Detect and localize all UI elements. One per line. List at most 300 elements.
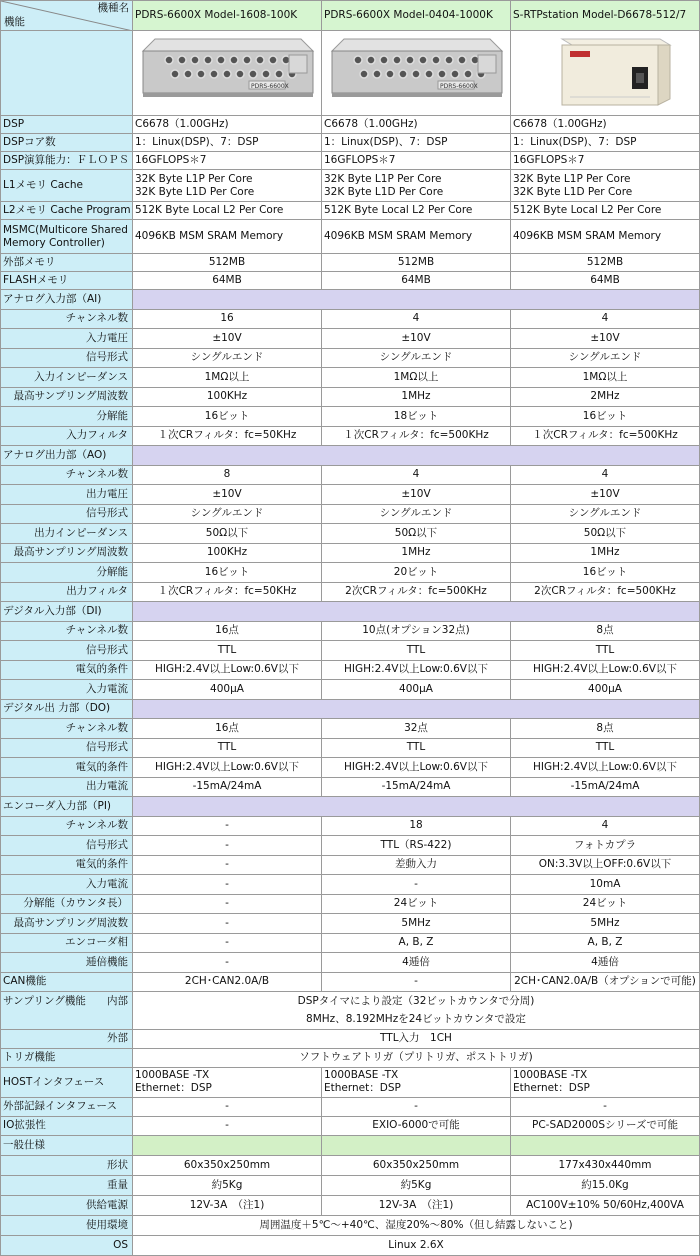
sampling-row [1, 991, 700, 1010]
table-cell [133, 738, 322, 758]
cell-value: C6678（1.00GHz) [513, 118, 607, 130]
table-cell [133, 465, 322, 485]
table-cell [511, 914, 700, 934]
table-cell [511, 368, 700, 388]
row-label: 重量 [107, 1178, 128, 1191]
spec-row [1, 254, 700, 272]
table-cell [133, 933, 322, 953]
table-cell [511, 641, 700, 661]
cell-value: ソフトウェアトリガ（プリトリガ、ポストトリガ) [299, 1051, 533, 1063]
cell-value: 10mA [589, 877, 621, 890]
row-label: 出力電圧 [86, 487, 128, 500]
row-label-cell [1, 758, 133, 778]
cell-value: 50Ω以下 [205, 526, 249, 539]
cell-value: 約5Kg [400, 1178, 432, 1191]
table-cell [133, 152, 322, 170]
table-cell [322, 348, 511, 368]
cell-value: 512MB [208, 256, 246, 268]
table-cell [133, 621, 322, 641]
cell-value: 4 [601, 312, 609, 325]
spec-row [1, 524, 700, 544]
table-cell [322, 426, 511, 446]
table-cell [511, 1067, 700, 1097]
product-image-station [511, 31, 700, 116]
row-label: 分解能（カウンタ長） [23, 897, 128, 910]
table-cell [133, 894, 322, 914]
cell-value: 4 [601, 468, 609, 481]
row-label: 出力フィルタ [66, 585, 128, 598]
table-cell [133, 329, 322, 349]
table-cell [511, 758, 700, 778]
header-corner [1, 1, 133, 31]
spec-row [1, 738, 700, 758]
cell-value: 4 [601, 819, 609, 832]
row-label-cell [1, 972, 133, 991]
table-cell [133, 680, 322, 700]
table-cell [511, 426, 700, 446]
row-label-cell [1, 170, 133, 202]
cell-value: 16ビット [582, 565, 628, 578]
row-label: 信号形式 [86, 507, 128, 520]
cell-value: 32K Byte L1P Per Core [513, 172, 631, 185]
cell-value: １次CRフィルタ：fc=50KHz [157, 585, 297, 598]
table-cell [511, 680, 700, 700]
row-label-cell [1, 348, 133, 368]
table-cell [511, 738, 700, 758]
row-label-cell [1, 202, 133, 220]
section-title: アナログ出力部（AO) [3, 448, 107, 461]
table-cell [133, 1116, 322, 1135]
table-cell [511, 816, 700, 836]
row-label: HOSTインタフェース [3, 1075, 105, 1088]
cell-value: 32K Byte L1D Per Core [513, 185, 633, 198]
table-cell [322, 563, 511, 583]
row-label-cell [1, 991, 133, 1029]
row-label-cell [1, 777, 133, 797]
row-label-cell [1, 738, 133, 758]
cell-value: 512K Byte Local L2 Per Core [513, 204, 662, 216]
cell-value: PC-SAD2000Sシリーズで可能 [532, 1119, 678, 1131]
row-label: 入力フィルタ [66, 429, 128, 442]
section-row [1, 797, 700, 817]
table-cell [133, 953, 322, 973]
row-label-cell [1, 816, 133, 836]
spec-row [1, 387, 700, 407]
cell-value: 1：Linux(DSP)、7：DSP [324, 136, 448, 148]
cell-value: - [603, 1100, 607, 1112]
cell-value: 約5Kg [211, 1178, 243, 1191]
section-header-fill [133, 290, 700, 310]
table-cell [322, 524, 511, 544]
row-label: チャンネル数 [65, 312, 128, 325]
table-cell [511, 621, 700, 641]
row-label-cell [1, 1029, 133, 1048]
cell-value: 16GFLOPS＊7 [513, 154, 585, 166]
table-cell [322, 738, 511, 758]
cell-value: シングルエンド [568, 351, 642, 364]
section-header-fill [133, 1135, 322, 1155]
header-row [1, 1, 700, 31]
cell-value: 512K Byte Local L2 Per Core [135, 204, 284, 216]
row-label: 分解能 [96, 409, 128, 422]
table-cell [511, 1097, 700, 1116]
row-label: DSPコア数 [3, 136, 56, 148]
table-cell [133, 543, 322, 563]
cell-value: 2MHz [590, 390, 620, 403]
spec-row [1, 116, 700, 134]
table-cell [322, 170, 511, 202]
table-cell [133, 777, 322, 797]
table-cell [511, 387, 700, 407]
model-header [133, 1, 322, 31]
table-cell [511, 855, 700, 875]
row-label-cell [1, 719, 133, 739]
cell-value: ±10V [212, 487, 242, 500]
spec-row [1, 465, 700, 485]
table-cell [322, 254, 511, 272]
table-cell [133, 1097, 322, 1116]
row-label-cell [1, 660, 133, 680]
table-cell [511, 933, 700, 953]
row-label: 入力電流 [86, 682, 128, 695]
model-header [322, 1, 511, 31]
cell-value: HIGH:2.4V以上Low:0.6V以下 [344, 663, 488, 676]
cell-value: 10点(オプション32点) [362, 624, 470, 637]
cell-value: Ethernet：DSP [324, 1082, 401, 1094]
row-label: 使用環境 [86, 1218, 128, 1231]
cell-value: 8MHz、8.192MHzを24ビットカウンタで設定 [306, 1013, 526, 1025]
cell-value: シングルエンド [190, 351, 264, 364]
row-label-cell [1, 914, 133, 934]
row-label: 電気的条件 [75, 858, 128, 871]
cell-value: 400μA [588, 682, 622, 695]
row-label-cell [1, 426, 133, 446]
table-cell [322, 1097, 511, 1116]
row-label: L2メモリ Cache Program [3, 204, 131, 216]
row-label-cell [1, 1116, 133, 1135]
table-cell [511, 972, 700, 991]
row-label: エンコーダ相 [65, 936, 128, 949]
spec-row [1, 660, 700, 680]
row-label: 最高サンプリング周波数 [13, 390, 128, 403]
cell-value: 64MB [590, 274, 620, 286]
os-row [1, 1235, 700, 1255]
table-cell [322, 116, 511, 134]
cell-value: 64MB [401, 274, 431, 286]
table-cell [133, 202, 322, 220]
cell-value: 1MΩ以上 [582, 370, 628, 383]
cell-value: １次CRフィルタ：fc=500KHz [532, 429, 678, 442]
row-label-cell [1, 504, 133, 524]
cell-value: 512MB [586, 256, 624, 268]
spec-row [1, 504, 700, 524]
cell-value: 18 [409, 819, 423, 832]
cell-value: 12V-3A （注1) [378, 1198, 454, 1211]
model-name: PDRS-6600X Model-0404-1000K [324, 9, 493, 21]
table-cell [322, 621, 511, 641]
table-cell [133, 407, 322, 427]
table-cell [322, 953, 511, 973]
cell-value: 32K Byte L1P Per Core [135, 172, 253, 185]
row-label-cell [1, 1215, 133, 1235]
cell-value: 64MB [212, 274, 242, 286]
spec-row [1, 368, 700, 388]
table-cell [322, 543, 511, 563]
cell-value: - [225, 1119, 229, 1131]
cell-value: 32K Byte L1P Per Core [324, 172, 442, 185]
section-header-fill [511, 1135, 700, 1155]
table-cell [322, 582, 511, 602]
row-label: 逓倍機能 [86, 955, 128, 968]
table-cell [322, 1116, 511, 1135]
table-cell [133, 816, 322, 836]
row-label-cell [1, 680, 133, 700]
table-cell [511, 309, 700, 329]
cell-value: -15mA/24mA [192, 780, 262, 793]
row-label: 信号形式 [86, 838, 128, 851]
cell-value: 差動入力 [395, 858, 437, 871]
section-header-fill [133, 602, 700, 622]
section-title: デジタル入力部（DI) [3, 604, 102, 617]
cell-value: -15mA/24mA [381, 780, 451, 793]
spec-row [1, 202, 700, 220]
row-label-cell [1, 309, 133, 329]
model-header [511, 1, 700, 31]
cell-value: 1MHz [401, 390, 431, 403]
table-cell [511, 504, 700, 524]
spec-row [1, 152, 700, 170]
table-cell [322, 152, 511, 170]
table-cell [133, 1215, 700, 1235]
cell-value: HIGH:2.4V以上Low:0.6V以下 [533, 760, 677, 773]
row-label-cell [1, 485, 133, 505]
row-label: 入力インピーダンス [34, 370, 128, 383]
table-cell [322, 836, 511, 856]
table-cell [511, 220, 700, 254]
table-cell [322, 504, 511, 524]
table-cell [511, 563, 700, 583]
spec-row [1, 680, 700, 700]
table-cell [322, 894, 511, 914]
image-row [1, 31, 700, 116]
spec-row [1, 1155, 700, 1175]
row-label: トリガ機能 [3, 1051, 56, 1063]
table-cell [322, 855, 511, 875]
section-header [1, 1135, 133, 1155]
table-cell [133, 641, 322, 661]
env-row [1, 1215, 700, 1235]
cell-value: 4096KB MSM SRAM Memory [513, 230, 662, 242]
table-cell [511, 152, 700, 170]
table-cell [133, 485, 322, 505]
cell-value: - [225, 936, 229, 949]
table-cell [511, 254, 700, 272]
table-cell [322, 1067, 511, 1097]
table-cell [511, 272, 700, 290]
table-cell [511, 894, 700, 914]
cell-value: 1MΩ以上 [393, 370, 439, 383]
section-title: アナログ入力部（AI) [3, 292, 102, 305]
cell-value: 4 [412, 468, 420, 481]
table-cell [511, 202, 700, 220]
table-cell [133, 254, 322, 272]
section-header [1, 602, 133, 622]
cell-value: TTL（RS-422) [380, 838, 452, 851]
row-label: 形状 [107, 1158, 128, 1171]
table-cell [511, 329, 700, 349]
table-cell [322, 368, 511, 388]
cell-value: 5MHz [590, 916, 620, 929]
table-cell [322, 465, 511, 485]
row-label: 外部記録インタフェース [3, 1100, 118, 1112]
device-label: PDRS-6600X [251, 83, 289, 90]
spec-row [1, 407, 700, 427]
spec-row [1, 914, 700, 934]
table-cell [322, 680, 511, 700]
row-label-cell [1, 465, 133, 485]
row-label: 出力インピーダンス [34, 526, 128, 539]
general-section-row [1, 1135, 700, 1155]
spec-row [1, 933, 700, 953]
table-cell [133, 875, 322, 895]
row-label-cell [1, 543, 133, 563]
cell-value: 周囲温度＋5℃～+40℃、湿度20%～80%（但し結露しないこと) [259, 1218, 573, 1231]
cell-value: 32K Byte L1D Per Core [324, 185, 444, 198]
table-cell [133, 1195, 322, 1215]
spec-row [1, 855, 700, 875]
cell-value: 1：Linux(DSP)、7：DSP [135, 136, 259, 148]
table-cell [133, 758, 322, 778]
table-cell [511, 777, 700, 797]
cell-value: TTL [217, 741, 237, 754]
table-cell [133, 1067, 322, 1097]
cell-value: C6678（1.00GHz) [324, 118, 418, 130]
spec-row [1, 426, 700, 446]
table-cell [133, 170, 322, 202]
cell-value: 60x350x250mm [183, 1158, 271, 1171]
row-label-cell [1, 1195, 133, 1215]
table-cell [133, 134, 322, 152]
cell-value: TTL [595, 741, 615, 754]
table-cell [133, 426, 322, 446]
corner-function-label: 機能 [4, 16, 25, 28]
cell-value: A, B, Z [587, 936, 623, 949]
row-label-cell [1, 855, 133, 875]
row-label-cell [1, 1097, 133, 1116]
table-cell [133, 1235, 700, 1255]
row-sublabel: 外部 [107, 1032, 128, 1044]
row-label: CAN機能 [3, 975, 47, 987]
cell-value: HIGH:2.4V以上Low:0.6V以下 [344, 760, 488, 773]
row-label-cell [1, 641, 133, 661]
spec-row [1, 1116, 700, 1135]
cell-value: 20ビット [393, 565, 439, 578]
cell-value: - [414, 975, 418, 987]
spec-row [1, 582, 700, 602]
cell-value: 400μA [210, 682, 244, 695]
cell-value: - [225, 1100, 229, 1112]
product-image-0404 [322, 31, 511, 116]
cell-value: 4096KB MSM SRAM Memory [324, 230, 473, 242]
row-label: MSMC(Multicore Shared [3, 223, 128, 236]
table-cell [511, 836, 700, 856]
section-row [1, 699, 700, 719]
row-label-cell [1, 836, 133, 856]
table-cell [322, 1175, 511, 1195]
cell-value: 16GFLOPS＊7 [135, 154, 207, 166]
table-cell [511, 953, 700, 973]
cell-value: - [414, 877, 418, 890]
cell-value: 2CH･CAN2.0A/B [184, 975, 270, 987]
cell-value: ON:3.3V以上OFF:0.6V以下 [538, 858, 672, 871]
cell-value: 1000BASE -TX [513, 1069, 588, 1081]
table-cell [511, 1116, 700, 1135]
table-cell [322, 719, 511, 739]
spec-row [1, 348, 700, 368]
table-cell [133, 116, 322, 134]
row-sublabel: 内部 [107, 994, 128, 1007]
cell-value: TTL [406, 643, 426, 656]
table-cell [133, 220, 322, 254]
section-title: 一般仕様 [3, 1138, 45, 1151]
cell-value: 32K Byte L1D Per Core [135, 185, 255, 198]
cell-value: ±10V [401, 487, 431, 500]
table-cell [133, 272, 322, 290]
row-label-cell [1, 1048, 133, 1067]
table-cell [511, 543, 700, 563]
cell-value: 16ビット [204, 565, 250, 578]
cell-value: 50Ω以下 [583, 526, 627, 539]
cell-value: シングルエンド [379, 351, 453, 364]
spec-row [1, 563, 700, 583]
spec-row [1, 272, 700, 290]
section-header-fill [133, 446, 700, 466]
model-name: PDRS-6600X Model-1608-100K [135, 9, 298, 21]
spec-row [1, 485, 700, 505]
row-label: L1メモリ Cache [3, 179, 84, 191]
table-cell [511, 465, 700, 485]
cell-value: シングルエンド [379, 507, 453, 520]
cell-value: フォトカプラ [573, 838, 637, 851]
table-cell [322, 220, 511, 254]
table-cell [322, 660, 511, 680]
cell-value: 2次CRフィルタ：fc=500KHz [345, 585, 487, 598]
spec-row [1, 621, 700, 641]
cell-value: 24ビット [582, 897, 628, 910]
table-cell [322, 758, 511, 778]
table-cell [322, 777, 511, 797]
cell-value: ±10V [401, 331, 431, 344]
row-label: チャンネル数 [65, 819, 128, 832]
table-cell [322, 1155, 511, 1175]
row-label: チャンネル数 [65, 624, 128, 637]
row-label-cell [1, 272, 133, 290]
row-label-cell [1, 116, 133, 134]
cell-value: A, B, Z [398, 936, 434, 949]
row-label: 外部メモリ [3, 256, 56, 268]
section-header-fill [133, 699, 700, 719]
cell-value: TTL [217, 643, 237, 656]
row-label: チャンネル数 [65, 468, 128, 481]
cell-value: 100KHz [206, 390, 248, 403]
cell-value: 8点 [596, 624, 614, 637]
row-label: Memory Controller) [3, 236, 105, 249]
row-label-cell [1, 621, 133, 641]
cell-value: 512MB [397, 256, 435, 268]
row-label: 供給電源 [86, 1198, 128, 1211]
cell-value: 1000BASE -TX [324, 1069, 399, 1081]
spec-row [1, 719, 700, 739]
